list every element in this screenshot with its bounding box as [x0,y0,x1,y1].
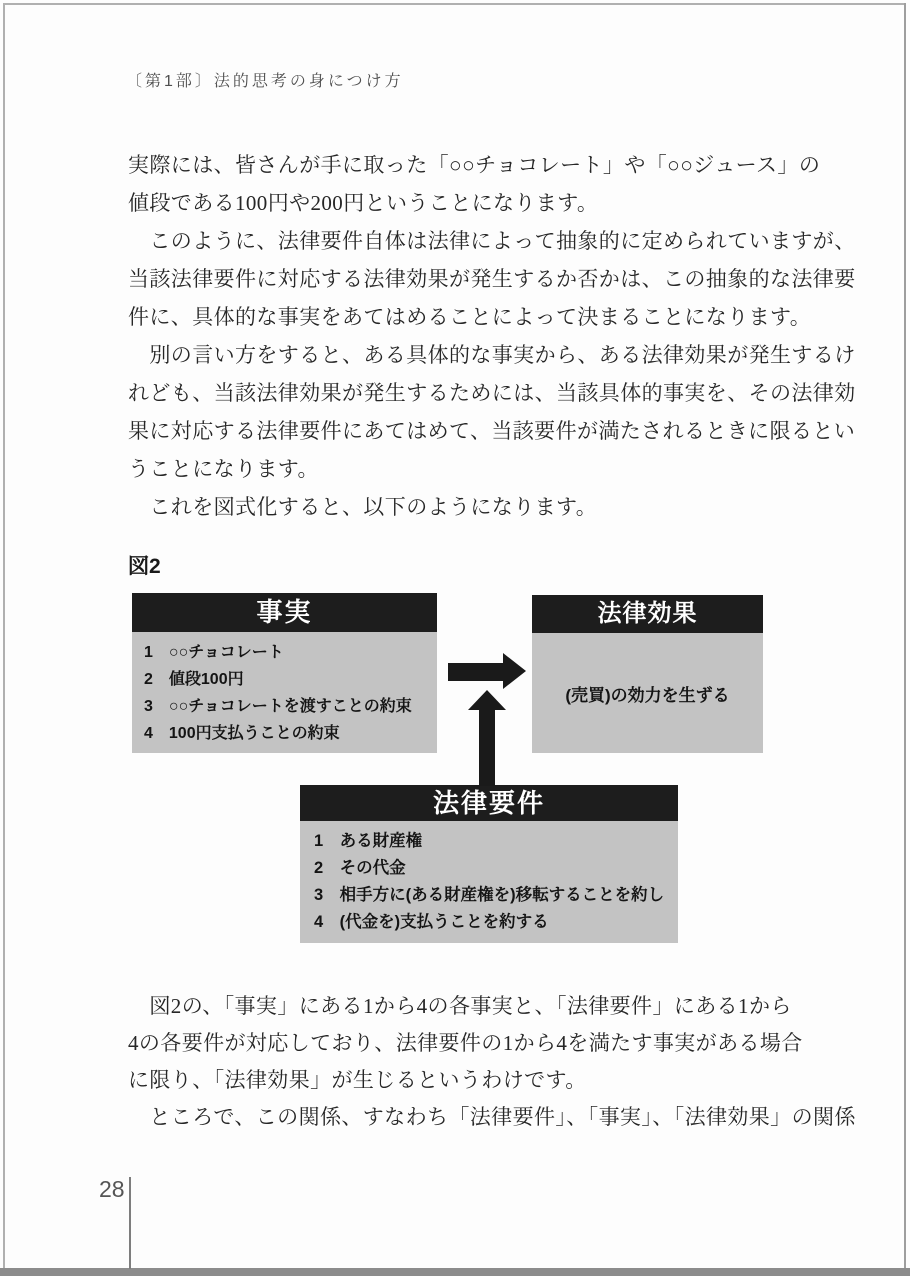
page-number: 28 [99,1176,125,1202]
page-edge-left [3,3,5,1268]
text-line: ところで、この関係、すなわち「法律要件」、「事実」、「法律効果」の関係 [128,1105,856,1129]
fact-box [132,593,437,753]
page-bottom-bar [0,1268,910,1276]
fact-box-body [132,632,437,753]
fact-box-title: 事実 [132,593,437,632]
requirement-item: 1 ある財産権 [314,832,423,850]
text-line: 別の言い方をすると、ある具体的な事実から、ある法律効果が発生するけ [128,343,856,367]
right-arrow-icon [448,649,528,693]
requirement-item: 2 その代金 [314,859,406,877]
legal-requirement-box-title: 法律要件 [300,785,678,821]
body-text-bottom [128,988,856,1136]
figure-label: 図2 [128,555,161,578]
page-edge-right [904,3,906,1268]
legal-effect-box [532,595,763,753]
text-line: 図2の、「事実」にある1から4の各事実と、「法律要件」にある1から [128,994,792,1018]
text-line: 果に対応する法律要件にあてはめて、当該要件が満たされるときに限るとい [128,419,856,443]
text-line: 4の各要件が対応しており、法律要件の1から4を満たす事実がある場合 [128,1031,803,1055]
text-line: 当該法律要件に対応する法律効果が発生するか否かは、この抽象的な法律要 [128,267,856,291]
fact-item: 3 ○○チョコレートを渡すことの約束 [144,698,412,715]
text-line: 件に、具体的な事実をあてはめることによって決まることになります。 [128,305,812,329]
text-line: これを図式化すると、以下のようになります。 [128,495,598,519]
page-edge-top [3,3,906,5]
text-line: うことになります。 [128,457,319,481]
legal-requirement-box-body [300,821,678,943]
text-line: 値段である100円や200円ということになります。 [128,191,599,215]
legal-effect-box-body: (売買)の効力を生ずる [532,633,763,753]
legal-effect-box-title: 法律効果 [532,595,763,633]
text-line: このように、法律要件自体は法律によって抽象的に定められていますが、 [128,229,856,253]
legal-requirement-box [300,785,678,943]
requirement-item: 3 相手方に(ある財産権を)移転することを約し [314,886,665,904]
text-line: れども、当該法律効果が発生するためには、当該具体的事実を、その法律効 [128,381,856,405]
fact-item: 4 100円支払うことの約束 [144,725,340,742]
requirement-item: 4 (代金を)支払うことを約する [314,913,549,931]
up-arrow-icon [468,690,508,786]
footer-divider-line [129,1177,131,1269]
text-line: 実際には、皆さんが手に取った「○○チョコレート」や「○○ジュース」の [128,153,821,177]
fact-item: 2 値段100円 [144,671,244,688]
running-header: 〔第1部〕法的思考の身につけ方 [126,73,404,90]
text-line: に限り、「法律効果」が生じるというわけです。 [128,1068,587,1092]
body-text-top [128,146,856,526]
fact-item: 1 ○○チョコレート [144,644,284,661]
